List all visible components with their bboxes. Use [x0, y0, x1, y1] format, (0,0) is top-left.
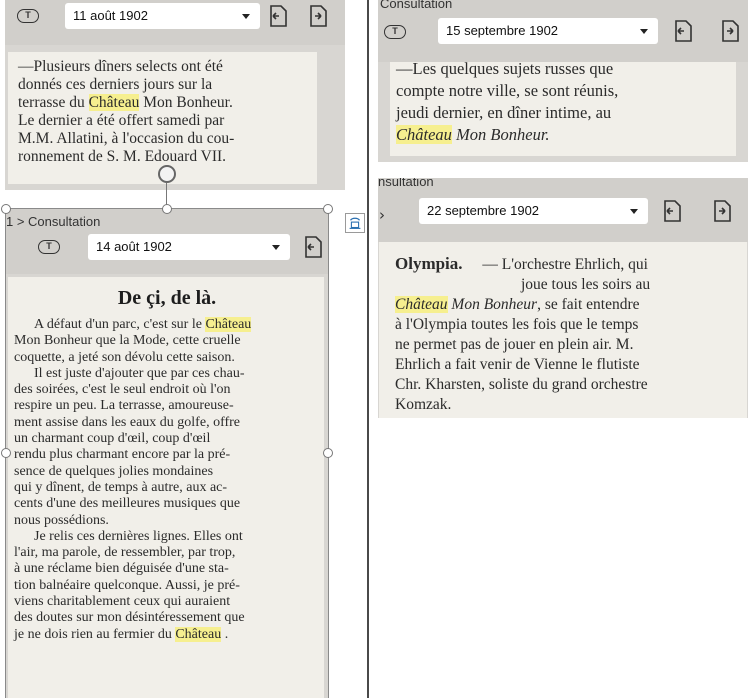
layout-options-button[interactable]	[345, 213, 365, 233]
next-page-icon[interactable]	[307, 4, 329, 28]
newspaper-clipping	[379, 242, 747, 418]
wrap-text-icon	[346, 214, 364, 232]
clip-line: Mon Bonheur que la Mode, cette cruelle	[14, 333, 241, 349]
clip-line: l'air, ma parole, de ressembler, par trop,	[14, 545, 236, 561]
resize-handle-top-left[interactable]	[1, 204, 11, 214]
clip-text: Olympia.	[395, 254, 463, 273]
resize-handle-left[interactable]	[1, 448, 11, 458]
clip-line: qui y dînent, de temps à autre, aux ac-	[14, 479, 228, 495]
clip-line: Komzak.	[395, 396, 452, 413]
clip-line: jeudi dernier, en dîner intime, au	[396, 103, 612, 122]
search-highlight: Château	[205, 317, 252, 332]
clip-text: , se fait entendre	[537, 296, 640, 313]
article-heading: De çi, de là.	[117, 287, 217, 309]
next-page-icon[interactable]	[711, 199, 733, 223]
date-dropdown[interactable]	[88, 234, 290, 260]
result-panel-2[interactable]	[6, 209, 328, 698]
result-panel-3	[378, 0, 748, 162]
next-page-icon[interactable]	[719, 19, 741, 43]
date-value: 14 août 1902	[96, 239, 172, 254]
clip-line: ronnement de S. M. Edouard VII.	[18, 148, 227, 165]
chevron-right-icon[interactable]: ›	[379, 206, 385, 224]
clip-text: terrasse du	[18, 94, 85, 111]
resize-handle-top[interactable]	[162, 204, 172, 214]
date-dropdown[interactable]	[419, 198, 648, 224]
clip-text: Mon Bonheur	[451, 296, 538, 313]
clip-line: Chr. Kharsten, soliste du grand orchestre	[395, 376, 648, 393]
document-type-icon: T	[17, 9, 39, 23]
clip-line: tion balnéaire quelconque. Aussi, je pré-	[14, 577, 240, 593]
clip-line: viens charitablement ceux qui auraient	[14, 594, 231, 610]
prev-page-icon[interactable]	[267, 4, 289, 28]
search-highlight: Château	[175, 626, 222, 642]
clip-line: cents d'une des meilleures musiques que	[14, 496, 241, 512]
clip-line	[396, 124, 732, 146]
clip-line: donnés ces derniers jours sur la	[18, 76, 213, 93]
clip-line: sence de quelques jolies mondaines	[14, 463, 214, 479]
chevron-down-icon	[272, 245, 280, 250]
chevron-down-icon	[640, 29, 648, 34]
clip-line: respire un peu. La terrasse, amoureuse-	[14, 398, 234, 414]
clip-line	[14, 627, 320, 643]
clip-line: Je relis ces dernières lignes. Elles ont	[34, 528, 243, 544]
chevron-down-icon	[242, 14, 250, 19]
search-highlight: Château	[395, 296, 448, 313]
clip-line	[395, 295, 741, 315]
clip-line: des doutes sur mon désintéressement que	[14, 610, 245, 626]
clip-line: ment assise dans les eaux du golfe, offre	[14, 414, 241, 430]
date-dropdown[interactable]	[65, 3, 260, 29]
clip-line: des soirées, c'est le seul endroit où l'on	[14, 382, 231, 398]
date-value: 22 septembre 1902	[427, 203, 540, 218]
clip-line: Il est juste d'ajouter que par ces chau-	[34, 365, 245, 381]
newspaper-clipping	[8, 52, 317, 184]
prev-page-icon[interactable]	[302, 235, 324, 259]
result-panel-1	[5, 0, 345, 190]
search-highlight: Château	[396, 125, 452, 144]
date-dropdown[interactable]	[438, 18, 658, 44]
clip-line: rendu plus charmant encore par la pré-	[14, 447, 231, 463]
split-divider[interactable]	[367, 0, 369, 698]
clip-text: — L'orchestre Ehrlich, qui	[482, 256, 648, 273]
clip-line: Le dernier a été offert samedi par	[18, 112, 225, 129]
rotate-handle[interactable]	[158, 165, 176, 183]
newspaper-clipping	[390, 62, 736, 156]
prev-page-icon[interactable]	[672, 19, 694, 43]
clip-line: compte notre ville, se sont réunis,	[396, 81, 619, 100]
clip-line: un charmant coup d'œil, coup d'œil	[14, 431, 211, 447]
clip-text: je ne dois rien au fermier du	[14, 626, 172, 642]
date-value: 15 septembre 1902	[446, 23, 559, 38]
clip-line	[14, 317, 320, 333]
clip-line: coquette, a jeté son dévolu cette saison.	[14, 349, 235, 365]
clip-line	[395, 254, 741, 275]
clip-line: à l'Olympia toutes les fois que le temps	[395, 316, 639, 333]
resize-handle-right[interactable]	[323, 448, 333, 458]
search-highlight: Château	[88, 94, 140, 111]
panel-title: Consultation	[380, 0, 453, 11]
chevron-down-icon	[630, 209, 638, 214]
clip-text: A défaut d'un parc, c'est sur le	[34, 317, 202, 332]
newspaper-clipping	[8, 277, 324, 698]
date-value: 11 août 1902	[73, 8, 148, 23]
clip-line	[18, 94, 311, 112]
clip-line: Ehrlich a fait venir de Vienne le flutiste	[395, 356, 640, 373]
clip-line: joue tous les soirs au	[521, 276, 651, 293]
clip-line: nous possédions.	[14, 512, 109, 528]
clip-line: —Plusieurs dîners selects ont été	[18, 58, 223, 75]
resize-handle-top-right[interactable]	[323, 204, 333, 214]
document-type-icon: T	[384, 25, 406, 39]
clip-line: à une réclame bien déguisée d'une sta-	[14, 561, 229, 577]
breadcrumb: 1 > Consultation	[6, 214, 101, 229]
document-type-icon: T	[38, 240, 60, 254]
result-panel-4	[378, 178, 748, 418]
clip-line: ne permet pas de jouer en plein air. M.	[395, 336, 634, 353]
clip-text: Mon Bonheur.	[456, 125, 550, 144]
clip-text: Mon Bonheur.	[143, 94, 233, 111]
clip-text: .	[224, 626, 229, 642]
panel-title: nsultation	[378, 178, 434, 189]
clip-line: M.M. Allatini, à l'occasion du cou-	[18, 130, 235, 147]
prev-page-icon[interactable]	[661, 199, 683, 223]
clip-line: —Les quelques sujets russes que	[396, 62, 614, 78]
